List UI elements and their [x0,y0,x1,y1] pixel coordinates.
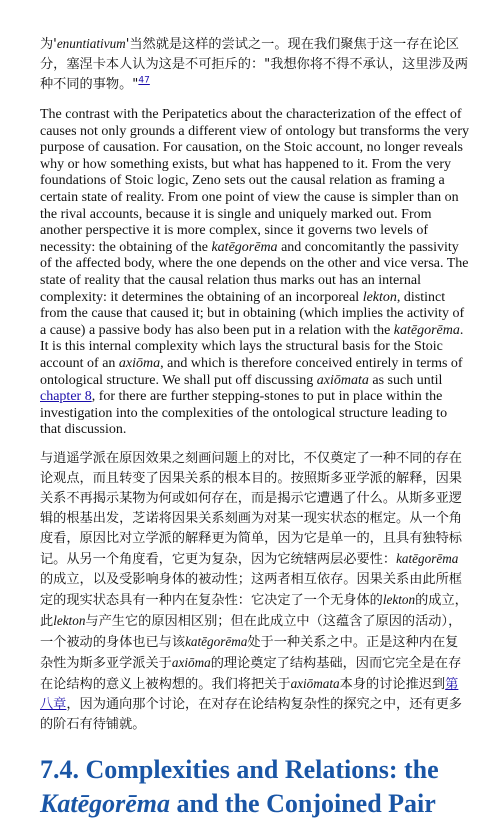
term-lekton: lekton [382,591,416,607]
chapter-8-link[interactable]: chapter 8 [40,389,92,405]
text-span: and concomitantly the passivity of the affected body, where the one depends on the other and vice versa. The state of reality that the causal relation thus marks out has an internal complexity: it determines the obtaining of an incorporeal [40,239,469,305]
term-kategorema: katēgorēma [396,550,459,566]
term-axiomata: axiōmata [290,675,340,691]
text-span: , distinct from the cause that caused it; but in obtaining (which implies the activity of a cause) a passive body has also been put in a relation with the [40,289,465,338]
paragraph-en-causation [40,107,470,439]
text-span: as such until [368,372,443,388]
text-span: 为' [40,37,57,52]
heading-text: 7.4. Complexities and Relations: the [40,754,439,784]
term-kategorema: katēgorēma [185,633,248,649]
text-span: , and which is therefore conceived entirely in terms of ontological structure. We shall put off discussing [40,355,463,388]
text-span: 的成立，此 [40,592,468,629]
paragraph-zh-causation [40,449,470,735]
text-span: 与逍遥学派在原因效果之刻画问题上的对比，不仅奠定了一种不同的存在论观点，而且转变了因果关系的根本目的。按照斯多亚学派的解释，因果关系不再揭示某物为何或如何存在，而是揭示它遭遇了什么。从斯多亚逻辑的根基出发，芝诺将因果关系刻画为对某一现实状态的框定。从一个角度看，原因比对立学派的解释更为简单，因为它是单一的，且具有独特标记。从另一个角度看，它更为复杂，因为它统辖两层必要性： [40,450,462,567]
footnote-link-47[interactable]: 47 [138,75,150,86]
heading-term-kategorema: Katēgorēma [40,788,170,818]
text-span: ，因为通向那个讨论，在对存在论结构复杂性的探究之中，还有更多的阶石有待铺就。 [40,696,462,732]
text-span: 与产生它的原因相区别；但在此成立中（这蕴含了原因的活动），一个被动的身体也已与该 [40,613,462,650]
section-heading [40,753,470,821]
term-lekton: lekton [362,289,397,305]
paragraph-zh-intro [40,34,470,95]
term-kategorema: katēgorēma [211,239,278,255]
term-enuntiativum: enuntiativum [56,36,126,51]
heading-text: and the Conjoined Pair [170,788,436,818]
text-span: 的成立，以及受影响身体的被动性；这两者相互依存。因果关系由此所框定的现实状态具有一种内在复杂性：它决定了一个无身体的 [40,571,462,608]
term-axiomata: axiōmata [316,372,369,388]
term-axioma: axiōma [118,355,161,371]
term-axioma: axiōma [171,654,211,670]
text-span: 本身的讨论推迟到 [339,676,446,692]
text-span: 的理论奠定了结构基础，因而它完全是在存在论结构的意义上被构想的。我们将把关于 [40,655,462,692]
page-content [40,34,470,821]
text-span: . It is this internal complexity which lays the structural basis for the Stoic account of an [40,322,464,371]
text-span: '当然就是这样的尝试之一。现在我们聚焦于这一存在论区分，塞涅卡本人认为这是不可拒斥的："我想你将不得不承认，这里涉及两种不同的事物。" [40,37,469,92]
term-kategorema: katēgorēma [393,322,460,338]
term-lekton: lekton [53,612,86,628]
chapter-8-link-zh[interactable]: 第八章 [40,676,459,712]
text-span: The contrast with the Peripatetics about the characterization of the effect of causes not only grounds a different view of ontology but transforms the very purpose of causation. For causation, on the Stoic account, no longer reveals why or how something exists, but what has happened to it. From the very foundations of Stoic logic, Zeno sets out the causal relation as framing a certain state of reality. From one point of view the cause is simpler than on the rival accounts, because it is single and uniquely marked out. From another perspective it is more complex, since it governs two levels of necessity: the obtaining of the [40,107,469,255]
text-span: 处于一种关系之中。正是这种内在复杂性为斯多亚学派关于 [40,634,459,671]
text-span: , for there are further stepping-stones to put in place within the investigation into the complexities of the ontological structure leading to that discussion. [40,389,448,438]
